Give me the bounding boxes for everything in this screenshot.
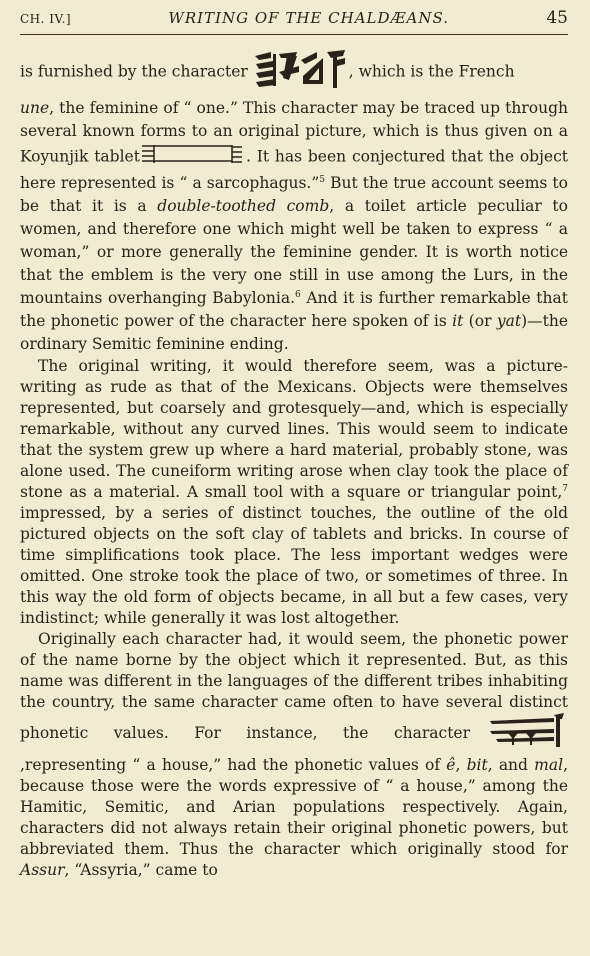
- text-run: , the feminine of “ one.” This character may be traced up through several known forms to an original picture, which is thus given on a Koyunjik tablet: [20, 99, 568, 166]
- text-run: , “Assyria,” came to: [64, 861, 218, 879]
- page-body: [20, 48, 568, 881]
- italic-word: yat: [496, 312, 522, 330]
- italic-word: bit: [466, 756, 488, 774]
- chapter-label: CH. IV.]: [20, 12, 72, 26]
- page-number: 45: [546, 8, 568, 28]
- text-run: But the true account seems to be that it is a: [20, 174, 568, 215]
- text-run: , because those were the words expressive of “ a house,” among the Hamitic, Semitic, and Arian populations respectively. Again, characters did not always retain their original phonetic powers, but abbreviated them. Thus the character which originally stood for: [20, 756, 568, 858]
- text-run: (or: [463, 312, 497, 330]
- comb-sign-icon: [140, 143, 246, 172]
- text-run: is furnished by the character: [20, 62, 253, 81]
- italic-word: it: [452, 312, 464, 330]
- footnote-ref: 6: [295, 289, 301, 300]
- text-run: , and: [487, 756, 535, 774]
- cuneiform-house-icon: [470, 713, 568, 755]
- text-run: The original writing, it would therefore seem, was a picture-writing as rude as that of the Mexicans. Objects were themselves represented, but coarsely and grotesquely—and, which is especially remarkable, without any curved lines. This would seem to indicate that the system grew up where a hard material, probably stone, was alone used. The cuneiform writing arose when clay took the place of stone as a material. A small tool with a square or triangular point,: [20, 357, 568, 501]
- italic-word: ê: [446, 756, 456, 774]
- text-run: ,representing “ a house,” had the phonetic values of: [20, 756, 447, 774]
- running-header: [20, 8, 568, 35]
- italic-phrase: double-toothed comb: [157, 197, 330, 215]
- text-run: And it is further remarkable that the phonetic power of the character here spoken of is: [20, 289, 568, 330]
- cuneiform-une-icon: [253, 48, 349, 97]
- paragraph-2: [20, 356, 568, 629]
- paragraph-1: [20, 48, 568, 356]
- text-run: , which is the French: [348, 62, 515, 81]
- footnote-ref: 5: [319, 174, 326, 185]
- text-run: ,: [455, 756, 467, 774]
- text-run: impressed, by a series of distinct touches, the outline of the old pictured objects on the soft clay of tablets and bricks. In course of time simplifications took place. The less important wedges were omitted. One stroke took the place of two, or sometimes of three. In this way the old form of objects became, in all but a few cases, very indistinct; while generally it was lost altogether.: [20, 504, 568, 627]
- text-run: )—the ordinary Semitic feminine ending.: [20, 312, 568, 353]
- italic-word: Assur: [20, 861, 65, 879]
- text-run: Originally each character had, it would seem, the phonetic power of the name borne by the object which it represented. But, as this name was different in the languages of the different tribes inhabiting the country, the same character came often to have several distinct phonetic values. For instance, the character: [20, 630, 568, 742]
- paragraph-3: [20, 629, 568, 881]
- text-run: , a toilet article peculiar to women, and therefore one which might well be taken to express “ a woman,” or more generally the feminine gender. It is worth notice that the emblem is the very one still in use among the Lurs, in the mountains overhanging Babylonia.: [20, 197, 568, 307]
- footnote-ref: 7: [562, 483, 568, 494]
- italic-word: mal: [534, 756, 564, 774]
- running-title: WRITING OF THE CHALDÆANS.: [168, 9, 450, 27]
- italic-word: une: [20, 99, 50, 117]
- text-run: . It has been conjectured that the object here represented is “ a sarcophagus.”: [20, 147, 568, 192]
